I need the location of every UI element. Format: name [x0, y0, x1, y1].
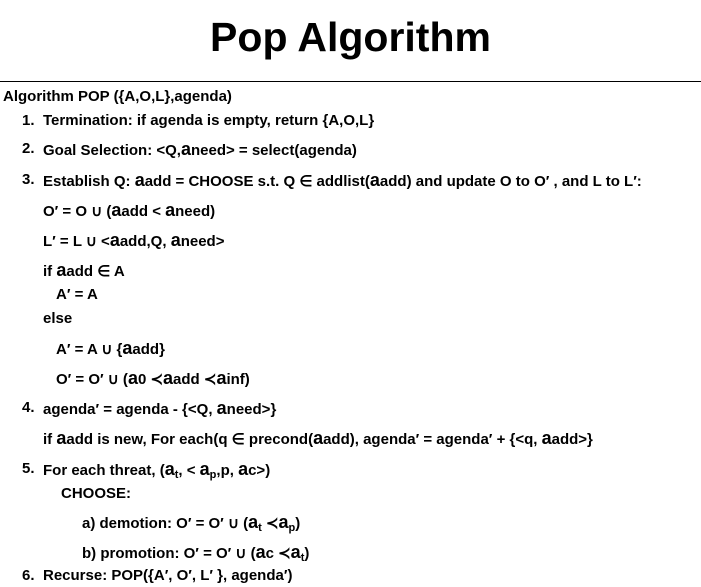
title-divider — [0, 81, 701, 82]
step-1-text: Termination: if agenda is empty, return {A,O,L} — [43, 112, 375, 129]
step-3-else-order-update: O′ = O′ ∪ (a0 ≺aadd ≺ainf) — [56, 368, 250, 388]
step-3-if-condition: if aadd ∈ A — [43, 260, 125, 280]
step-3-else-action-update: A′ = A ∪ {aadd} — [56, 338, 165, 358]
step-3-text: Establish Q: aadd = CHOOSE s.t. Q ∈ addlist(aadd) and update O to O′ , and L to L′: — [43, 170, 642, 190]
step-number-1: 1. — [22, 112, 35, 129]
step-3-else-keyword: else — [43, 310, 73, 327]
algorithm-header: Algorithm POP ({A,O,L},agenda) — [3, 88, 232, 105]
page-title: Pop Algorithm — [210, 14, 491, 60]
step-3-link-update: L′ = L ∪ <aadd,Q, aneed> — [43, 230, 225, 250]
step-4-text: agenda′ = agenda - {<Q, aneed>} — [43, 398, 277, 418]
step-2-text: Goal Selection: <Q,aneed> = select(agenda) — [43, 139, 357, 159]
step-number-3: 3. — [22, 171, 35, 188]
step-5-text: For each threat, ($a_t$, < $a_p,p$, ac>) — [43, 459, 271, 481]
step-6-text: Recurse: POP({A′, O′, L′ }, agenda′) — [43, 567, 293, 584]
step-number-5: 5. — [22, 460, 35, 477]
step-number-2: 2. — [22, 140, 35, 157]
step-3-order-update: O′ = O ∪ (aadd < aneed) — [43, 200, 216, 220]
step-5-demotion: a) demotion: O′ = O′ ∪ ($a_t$ $≺a_p$) — [82, 512, 301, 534]
step-4-new-action-precond: if aadd is new, For each(q ∈ precond(aadd), agenda′ = agenda′ + {<q, aadd>} — [43, 428, 593, 448]
step-5-promotion: b) promotion: O′ = O′ ∪ (ac $≺a_t$) — [82, 542, 310, 564]
step-5-choose-keyword: CHOOSE: — [61, 485, 132, 502]
step-number-4: 4. — [22, 399, 35, 416]
step-number-6: 6. — [22, 567, 35, 584]
step-3-then-branch: A′ = A — [56, 286, 98, 303]
